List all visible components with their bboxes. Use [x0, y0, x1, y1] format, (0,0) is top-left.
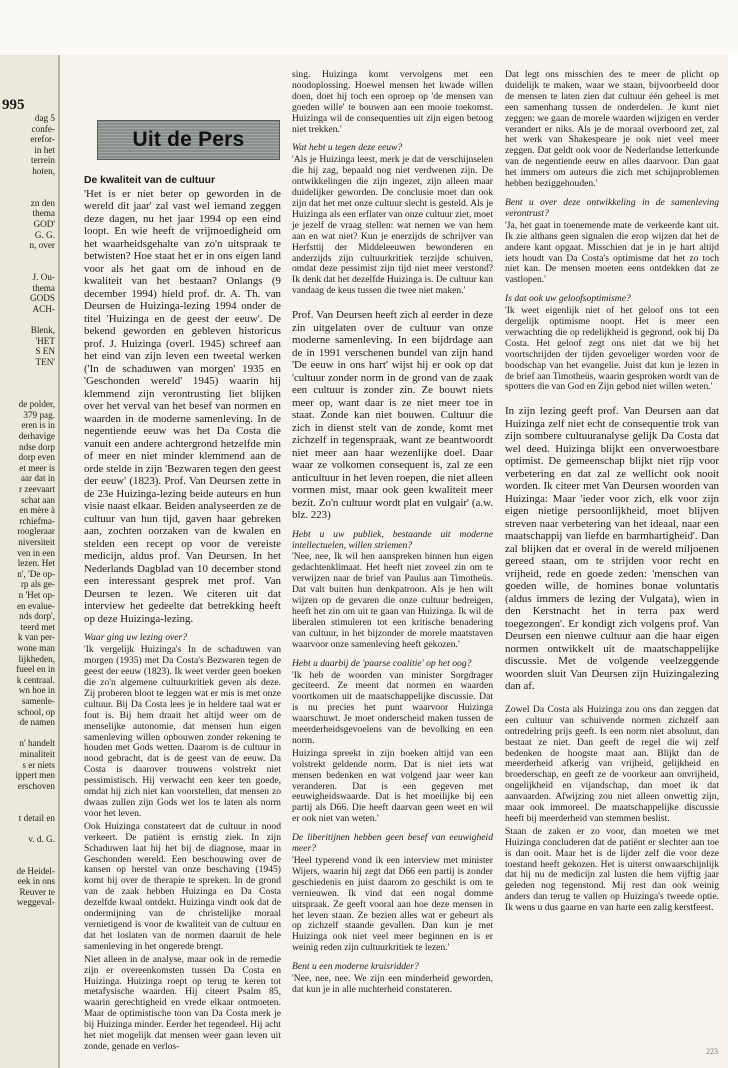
paragraph: 'Ik weet eigenlijk niet of het geloof ons tot een dergelijk optimisme noopt. Het is meer een verwachting die op redelijkheid is gegrond, ook bij Da Costa. Het geloof zegt ons niet dat we bij het voortschrijden der tijden gevoeliger worden voor de boodschap van het evangelie. Juist dat kun je lezen in de brief aan Timotheüs, waarin gesproken wordt van de spotters die van God en Zijn gebod niet willen weten.': [505, 305, 719, 393]
left-page-line: TEN': [35, 356, 55, 367]
left-page-line: rchiefma-: [19, 515, 55, 526]
left-page-line: n 'Het op-: [18, 590, 55, 600]
left-page-line: n' handelt: [19, 738, 55, 749]
left-page-line: samenle-: [21, 696, 55, 706]
left-page-line: schat aan: [21, 494, 55, 505]
left-page-line: S EN: [35, 346, 55, 357]
scan-top-margin: [0, 0, 738, 55]
left-page-line: weggeval-: [16, 897, 55, 908]
left-page-line: hoten,: [32, 166, 55, 176]
left-page-line: G. G.: [34, 229, 55, 240]
left-page-line: thema: [32, 282, 55, 293]
left-page-line: erschoven: [17, 780, 55, 791]
paragraph: 'Ja, het gaat in toenemende mate de verkeerde kant uit. Ik zie althans geen signalen die erop wijzen dat het de andere kant opgaat. Misschien dat je in je hart altijd iets houdt van Da Costa's optimisme dat het zo toch niet kan. De mensen moeten eens ontdekken dat ze vastlopen.': [505, 219, 719, 286]
interview-question: De liberitijnen hebben geen besef van eeuwigheid meer?: [292, 832, 493, 855]
paragraph: Zowel Da Costa als Huizinga zou ons dan zeggen dat een cultuur van schuivende normen zichzelf aan ontredelring prijs geeft. Is een norm niet absoluut, dan bestaat ze niet. Dan geeft de regel die wij zelf bedenken de hoogste maat aan. Blijkt dan de meerderheid afkerig van vrijheid, gelijkheid en broederschap, en geeft ze de voorkeur aan onvrijheid, ongelijkheid en vijandschap, dan moet ik dat aanvaarden. Afwijzing zou niet alleen onwettig zijn, maar ook immoreel. De maatschappelijke discussie heeft bij meerderheid van stemmen beslist.: [505, 703, 719, 824]
left-page-line: lezen. Het: [17, 558, 55, 569]
paragraph: Staan de zaken er zo voor, dan moeten we met Huizinga concluderen dat de patiënt er slechter aan toe is dan ooit. Maar het is de lijder zelf die voor deze toestand heeft gekozen. Het is uiterst onwaarschijnlijk dat hij nu de medicijn zal lusten die hem vijftig jaar geleden nog tegenstond. Mij rest dan ook weinig anders dan terug te vallen op Huizinga's tweede optie. Ik wens u dus gaarne en van harte een zalig kerstfeest.: [505, 825, 719, 914]
interview-question: Bent u over deze ontwikkeling in de samenleving verontrust?: [505, 196, 719, 219]
page-number: 223: [706, 1047, 718, 1056]
interview-question: Hebt u daarbij de 'paarse coalitie' op het oog?: [292, 657, 472, 669]
left-page-line: eek in ons: [17, 876, 55, 887]
left-page-line: 'HET: [35, 335, 55, 346]
left-page-line: school, op: [17, 706, 55, 717]
left-page-line: eren is in: [21, 420, 55, 431]
section-banner: [97, 120, 280, 160]
interview-question: Hebt u uw publiek, bestaande uit moderne intellectuelen, willen striemen?: [292, 528, 493, 551]
left-page-line: niversiteit: [18, 537, 55, 547]
left-page-line: GOD': [33, 219, 55, 229]
left-page-line: Reuver te: [19, 886, 55, 897]
left-page-line: roogleraar: [17, 526, 55, 537]
left-page-line: ven in een: [17, 547, 55, 558]
left-page-line: r zeevaart: [19, 484, 55, 494]
intro-paragraph: 'Het is er niet beter op geworden in de wereld dit jaar' zal vast wel iemand zeggen deze dagen, nu het jaar 1994 op een eind loopt. En wie heeft de vrijmoedigheid om het waarheidsgehalte van zo'n uitspraak te betwisten? Hoe staat het er in ons eigen land voor als het gaat om de inhoud en de kwaliteit van het bestaan? Onlangs (9 december 1994) hield prof. dr. A. Th. van Deursen de Huizinga-lezing 1994 onder de titel 'Huizinga en de geest der eeuw'. De bekend geworden en gebleven historicus prof. J. Huizinga (overl. 1945) schreef aan het eind van zijn leven een tweetal werken ('In de schaduwen van morgen' 1935 en 'Geschonden wereld' 1945) waarin hij klemmend zijn verontrusting liet blijken over het verval van het besef van normen en waarden in de moderne samenleving. In de negentiende eeuw was het Da Costa die vanuit een andere achtergrond hetzelfde min of meer en niet minder klemmend aan de orde stelde in zijn 'Bezwaren tegen den geest der eeuw' (1823). Prof. Van Deursen zette in de 23e Huizinga-lezing beide auteurs en hun visie naast elkaar. Beiden analyseerden ze de cultuur van hun tijd, gaven haar gebreken aan, zochten oorzaken van de kwalen en stelden een recept op voor de vereiste medicijn, aldus prof. Van Deursen. In het Nederlands Dagblad van 10 december stond een interessant gesprek met prof. Van Deursen te lezen. We citeren uit dat interview het gedeelte dat betrekking heeft op deze Huizinga-lezing.: [84, 187, 281, 625]
paragraph-gap: [505, 395, 719, 405]
paragraph: 'Nee, nee, Ik wil hen aanspreken binnen hun eigen gedachtenklimaat. Het heeft niet zoveel zin om te verwijzen naar de brief van Paulus aan Timotheüs. Dat valt buiten hun denkpatroon. Als je hen wilt wijzen op de gevaren die onze cultuur bedreigen, heeft het zin om uit te gaan van Huizinga. Ik wil de liberalen stimuleren tot een kritische benadering van cultuur, in het bijzonder de morele maatstaven waarvoor onze samenleving heeft gekozen.': [292, 551, 493, 650]
left-page-line: s er niets: [22, 759, 55, 770]
left-page-line: t detail en: [18, 812, 55, 823]
interview-question: Bent u een moderne kruisridder?: [292, 961, 419, 973]
intro-paragraph: Prof. Van Deursen heeft zich al eerder in deze zin uitgelaten over de cultuur van onze moderne samenleving. In een bijdrdage aan de in 1991 verschenen bundel van zijn hand 'De eeuw in ons hart' wijst hij er ook op dat 'cultuur zonder norm in de grond van de zaak een cultuur is zonder zin. Ze bouwt niets meer op, want daar is ze niet meer toe in staat. Zonde kan niet bouwen. Cultuur die zich in dienst stelt van de zonde, komt met zichzelf in tegenspraak, want ze beantwoordt niet meer aan haar wezenlijke doel. Daar waar ze volkomen consequent is, zal ze een anticultuur in het leven roepen, die niet alleen vormen mist, maar ook geen kwaliteit meer bezit. Zo'n cultuur wordt plat en vulgair' (a.w. blz. 223): [292, 309, 493, 522]
column-1: [84, 176, 281, 1055]
left-page-line: dag 5: [34, 113, 55, 123]
column-1-body: [84, 188, 281, 1053]
left-page-line: GODS: [29, 293, 55, 304]
left-page-line: ippert men: [15, 770, 55, 781]
left-page-line: teerd met: [20, 621, 55, 632]
paragraph: 'Heel typerend vond ik een interview met minister Wijers, waarin hij zegt dat D66 een partij is zonder geschiedenis en juist daarom zo geschikt is om te vernieuwen. Ik vind dat een nogal domme uitspraak. Ze geeft vooral aan hoe deze mensen in het leven staan. Ze bezien alles wat er gebeurt als op zichzelf staande gevallen. Dan kun je met Huizinga ook niet veel meer beginnen en is er weinig reden zijn cultuurkritiek te lezen.': [292, 855, 493, 954]
left-page-line: k van per-: [17, 632, 55, 643]
column-3-body: [505, 70, 719, 914]
left-page-line: wn hoe in: [18, 685, 55, 696]
left-page-line: 379 pag.: [23, 409, 55, 420]
left-page-line: ACH-: [32, 303, 55, 314]
interview-question: Wat hebt u tegen deze eeuw?: [292, 142, 403, 154]
paragraph: 'Ik vergelijk Huizinga's In de schaduwen van morgen (1935) met Da Costa's Bezwaren tegen de geest der eeuw (1823). Ik weet verder geen boeken die zo'n algemene cultuurkritiek geven als deze. Zij proberen bloot te leggen wat er mis is met onze cultuur. Bij Da Costa lees je in heldere taal wat er fout is. Bij hem draait het altijd weer om de menselijke autonomie, dat mensen hun eigen samenleving willen opbouwen zonder rekening te houden met Gods wetten. Daarom is de cultuur in nood gebracht, dat is de geest van de eeuw. Da Costa is daarover trouwens volstrekt niet pessimistisch. Hij verwacht een keer ten goede, omdat hij zich niet kan voorstellen, dat mensen zo dwaas zullen zijn Gods wet los te laten als norm voor het leven.: [84, 644, 281, 819]
left-page-line: ndse dorp: [19, 441, 55, 452]
left-page-line: rp als ge-: [20, 579, 55, 590]
left-page-line: in het: [34, 144, 55, 155]
left-page-line: zn den: [30, 197, 55, 208]
column-2-body: [292, 70, 493, 996]
paragraph: 'Nee, nee, nee. We zijn een minderheid geworden, dat kun je in alle nuchterheid constateren.: [292, 973, 493, 995]
left-page-line: nds dorp',: [19, 611, 55, 622]
left-page-line: n, over: [29, 240, 55, 251]
left-page-line: de Heidel-: [16, 865, 55, 876]
left-page-year: 995: [2, 97, 25, 113]
left-page-line: thema: [32, 208, 55, 219]
left-page-line: v. d. G.: [28, 833, 55, 844]
paragraph: Niet alleen in de analyse, maar ook in de remedie zijn er overeenkomsten tussen Da Costa en Huizinga. Huizinga roept op terug te keren tot metafysische waarden. Hij citeert Psalm 85, waarin gerechtigheid en vrede elkaar ontmoeten. Maar de optimistische toon van Da Costa merk je bij Huizinga minder. Eerder het tegendeel. Hij acht het niet mogelijk dat mensen weer gaan leven uit zonde, genade en verlos-: [84, 953, 281, 1052]
left-page-line: en evalue-: [16, 600, 55, 611]
left-page-line: aar dat in: [20, 473, 55, 484]
interview-question: Waar ging uw lezing over?: [84, 632, 188, 644]
left-page-line: wone man: [16, 643, 55, 653]
left-page-line: terrein: [31, 155, 55, 166]
left-page-line: derhavige: [18, 431, 55, 441]
left-page-line: et meer is: [19, 462, 55, 473]
left-page-line: n', 'De op-: [17, 568, 55, 579]
left-page-line: lijkheden,: [18, 653, 55, 664]
left-adjacent-page: [0, 55, 58, 1068]
paragraph: 'Ik heb de woorden van minister Sorgdrager geciteerd. Ze meent dat normen en waarden voortkomen uit de maatschappelijke discussie. Dat is nu precies het punt waarvoor Huizinga waarschuwt. Je moet onderscheid maken tussen de meerderheidsgevoelens van de bevolking en een norm.: [292, 669, 493, 746]
paragraph: sing. Huizinga komt vervolgens met een noodoplossing. Hoewel mensen het kwade willen doen, doet hij toch een oproep op 'de mensen van goeden wille' te bouwen aan een mooie toekomst. Huizinga wil de consequenties uit zijn eigen betoog niet trekken.': [292, 69, 493, 135]
left-page-line: Blenk,: [30, 325, 55, 335]
article-headline: De kwaliteit van de cultuur: [84, 175, 216, 186]
left-page-line: confe-: [31, 123, 55, 134]
left-page-line: fueel en in: [16, 664, 55, 675]
left-page-line: k centraal.: [16, 674, 55, 685]
section-title: Uit de Pers: [132, 128, 245, 151]
paragraph: Ook Huizinga constateert dat de cultuur in nood verkeert. De patiënt is ernstig ziek. In zijn Schaduwen laat hij het bij de diagnose, maar in Geschonden wereld. Een beschouwing over de kansen op herstel van onze beschaving (1945) komt hij over de therapie te spreken. In de grond van de zaak hebben Huizinga en Da Costa dezelfde kwaal ontdekt. Huizinga vindt ook dat de ondermijning van de christelijke moraal vernietigend is voor de kwaliteit van de cultuur en dat het loslaten van de normen daaruit de hele samenleving in het ongerede brengt.: [84, 820, 281, 952]
interview-question: Is dat ook uw geloofsoptimisme?: [505, 293, 631, 305]
left-page-line: de namen: [19, 717, 55, 728]
left-page-line: J. Ou-: [32, 272, 55, 282]
paragraph: Dat legt ons misschien des te meer de plicht op duidelijk te maken, waar we staan, bijvoorbeeld door de mensen te laten zien dat cultuur één geheel is met een samenhang tussen de onderdelen. Je kunt niet zeggen: we gaan de morele waarden wijzigen en verder verandert er niks. Als je de moraal overboord zet, zal het werk van Shakespeare je ook niet veel meer zeggen. Dat geldt ook voor de Nederlandse letterkunde van de negentiende eeuw en alles daarvoor. Dan gaat het immers om auteurs die zich met schijnproblemen hebben beziggehouden.': [505, 69, 719, 190]
left-page-line: en mère à: [19, 505, 55, 516]
left-page-line: erefor-: [30, 134, 55, 145]
paragraph: Huizinga spreekt in zijn boeken altijd van een volstrekt geldende norm. Dat is niet iets wat mensen bedenken en wat volgend jaar weer kan veranderen. Dat is een gegeven met eeuwigheidswaarde. Dat is het moeilijke bij een partij als D66. Die heeft daarvan geen weet en wil er ook niet van weten.': [292, 747, 493, 825]
scan-right-margin: [728, 55, 738, 1068]
column-2: [292, 70, 493, 998]
left-page-line: de polder,: [18, 399, 55, 410]
left-page-line: minaliteit: [19, 749, 55, 759]
column-3: [505, 70, 719, 916]
left-page-line: dorp even: [18, 452, 55, 463]
paragraph-gap: [292, 299, 493, 309]
intro-paragraph: In zijn lezing geeft prof. Van Deursen aan dat Huizinga zelf niet echt de consequentie trok van zijn sombere cultuuranalyse gelijk Da Costa dat wel deed. Huizinga blijkt een onverwoestbare optimist. De gemeenschap blijkt niet rijp voor verbetering en dat zal ze wellicht ook nooit worden. Ik citeer met Van Deursen woorden van Huizinga: Maar 'ieder voor zich, elk voor zijn eigen nietige persoonlijkheid, moet blijven streven naar verbetering van het ideaal, naar een maatschappij van liefde en barmhartigheid'. Dan zal blijken dat er overal in de wereld miljoenen gereed staan, om te strijden voor recht en vrijheid, rede en goede zeden: 'menschen van goeden wille, de homines bonae voluntatis (aldus immers de lezing der Vulgata), wien in den Kerstnacht het in terra pax werd toegezongen'. Er kondigt zich volgens prof. Van Deursen een nieuwe cultuur aan die haar eigen normen ontwikkelt uit de maatschappelijke discussie. Met de volgende veelzeggende woorden sluit Van Deursen zijn Huizingalezing dan af.: [505, 405, 719, 693]
paragraph: 'Als je Huizinga leest, merk je dat de verschijnselen die hij zag, bepaald nog niet verdwenen zijn. De ontwikkelingen die zijn ingezet, zijn alleen maar duidelijker geworden. De conclusie moet dan ook zijn dat het met onze cultuur slecht is gesteld. Als je Huizinga als een erflater van onze cultuur ziet, moet je jezelf de vraag stellen: wat nemen we van hem aan en wat niet? Kun je enerzijds de schrijver van Herfsttij der Middeleeuwen bewonderen en anderzijds zijn cultuurkritiek terzijde schuiven, omdat deze pessimist zijn tijd niet meer verstond? Ik denk dat het dezelfde Huizinga is. De cultuur kan vandaag de keus tussen die twee niet maken.': [292, 154, 493, 297]
